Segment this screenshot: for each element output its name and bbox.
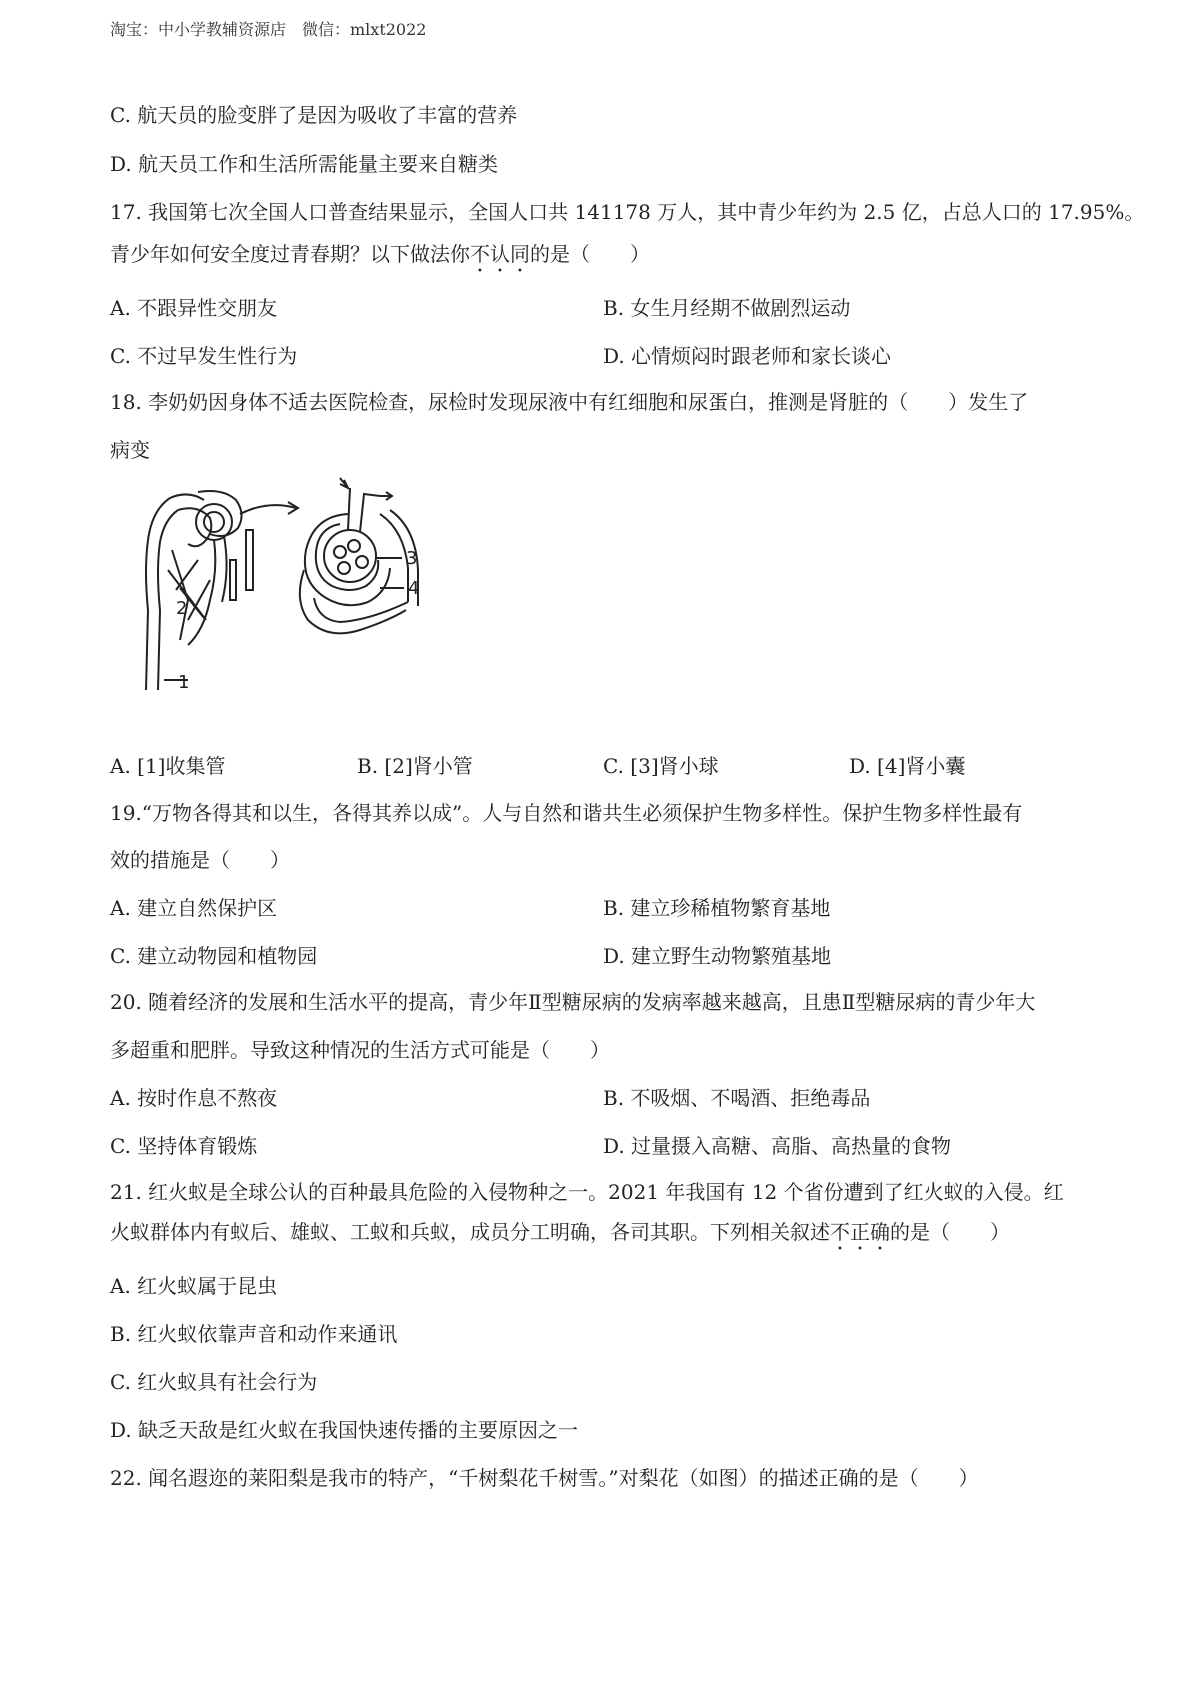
q21-stem-line2 bbox=[110, 1218, 1010, 1255]
q17-option-a: A. 不跟异性交朋友 bbox=[110, 296, 278, 320]
q17-option-d: D. 心情烦闷时跟老师和家长谈心 bbox=[603, 344, 892, 368]
q20-option-b: B. 不吸烟、不喝酒、拒绝毒品 bbox=[603, 1086, 871, 1110]
diagram-label-4: 4 bbox=[408, 578, 420, 599]
q19-option-c: C. 建立动物园和植物园 bbox=[110, 944, 318, 968]
nephron-diagram bbox=[118, 470, 478, 692]
q20-option-a: A. 按时作息不熬夜 bbox=[110, 1086, 278, 1110]
q21-stem-line1: 21. 红火蚁是全球公认的百种最具危险的入侵物种之一。2021 年我国有 12 个省份遭到了红火蚁的入侵。红 bbox=[110, 1180, 1064, 1204]
q16-option-d: D. 航天员工作和生活所需能量主要来自糖类 bbox=[110, 152, 499, 176]
q21-stem-pre: 火蚁群体内有蚁后、雄蚁、工蚁和兵蚁，成员分工明确，各司其职。下列相关叙述 bbox=[110, 1220, 830, 1244]
q17-stem-line2 bbox=[110, 240, 650, 277]
q18-stem-line2: 病变 bbox=[110, 438, 150, 462]
q20-stem-line2: 多超重和肥胖。导致这种情况的生活方式可能是（ ） bbox=[110, 1038, 610, 1062]
q19-option-d: D. 建立野生动物繁殖基地 bbox=[603, 944, 832, 968]
q20-option-c: C. 坚持体育锻炼 bbox=[110, 1134, 258, 1158]
q17-option-b: B. 女生月经期不做剧烈运动 bbox=[603, 296, 851, 320]
q17-stem-line1: 17. 我国第七次全国人口普查结果显示，全国人口共 141178 万人，其中青少年约为 2.5 亿，占总人口的 17.95%。 bbox=[110, 200, 1145, 224]
diagram-label-1: 1 bbox=[178, 672, 190, 692]
q17-stem-pre: 青少年如何安全度过青春期？以下做法你 bbox=[110, 242, 470, 266]
q18-option-b: B. [2]肾小管 bbox=[357, 754, 473, 778]
q19-option-b: B. 建立珍稀植物繁育基地 bbox=[603, 896, 831, 920]
q21-stem-post: 的是（ ） bbox=[890, 1220, 1010, 1244]
q20-option-d: D. 过量摄入高糖、高脂、高热量的食物 bbox=[603, 1134, 952, 1158]
q18-stem-line1: 18. 李奶奶因身体不适去医院检查，尿检时发现尿液中有红细胞和尿蛋白，推测是肾脏的（ ）发生了 bbox=[110, 390, 1029, 414]
q21-emphasis: 不正确 bbox=[830, 1220, 890, 1244]
q22-stem-line1: 22. 闻名遐迩的莱阳梨是我市的特产，“千树梨花千树雪。”对梨花（如图）的描述正确的是（ ） bbox=[110, 1466, 979, 1490]
q17-emphasis: 不认同 bbox=[470, 242, 530, 266]
q19-stem-line1: 19.“万物各得其和以生，各得其养以成”。人与自然和谐共生必须保护生物多样性。保护生物多样性最有 bbox=[110, 801, 1023, 825]
q21-option-d: D. 缺乏天敌是红火蚁在我国快速传播的主要原因之一 bbox=[110, 1418, 579, 1442]
q20-stem-line1: 20. 随着经济的发展和生活水平的提高，青少年Ⅱ型糖尿病的发病率越来越高，且患Ⅱ型糖尿病的青少年大 bbox=[110, 990, 1036, 1014]
q18-option-d: D. [4]肾小囊 bbox=[849, 754, 966, 778]
q16-option-c: C. 航天员的脸变胖了是因为吸收了丰富的营养 bbox=[110, 103, 518, 127]
q19-stem-line2: 效的措施是（ ） bbox=[110, 848, 290, 872]
q21-option-b: B. 红火蚁依靠声音和动作来通讯 bbox=[110, 1322, 398, 1346]
q19-option-a: A. 建立自然保护区 bbox=[110, 896, 278, 920]
q21-option-a: A. 红火蚁属于昆虫 bbox=[110, 1274, 278, 1298]
q18-option-a: A. [1]收集管 bbox=[110, 754, 226, 778]
page-header: 淘宝：中小学教辅资源店 微信：mlxt2022 bbox=[110, 20, 427, 39]
q18-option-c: C. [3]肾小球 bbox=[603, 754, 719, 778]
q17-option-c: C. 不过早发生性行为 bbox=[110, 344, 298, 368]
q21-option-c: C. 红火蚁具有社会行为 bbox=[110, 1370, 318, 1394]
diagram-label-3: 3 bbox=[406, 548, 418, 569]
diagram-label-2: 2 bbox=[176, 598, 188, 619]
q17-stem-post: 的是（ ） bbox=[530, 242, 650, 266]
